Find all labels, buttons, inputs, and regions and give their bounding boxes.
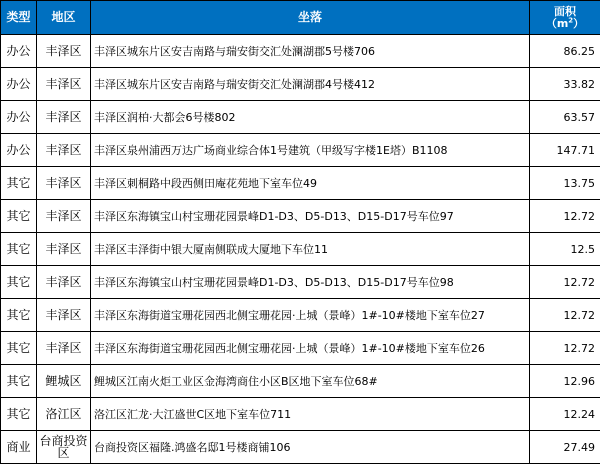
cell-area[interactable]: 12.24 <box>530 398 600 431</box>
cell-location[interactable]: 丰泽区泉州浦西万达广场商业综合体1号建筑（甲级写字楼1E塔）B1108 <box>91 134 530 167</box>
cell-district[interactable]: 丰泽区 <box>37 266 91 299</box>
table-row[interactable] <box>1 233 600 266</box>
cell-area[interactable]: 12.96 <box>530 365 600 398</box>
cell-type[interactable]: 其它 <box>1 332 37 365</box>
table-row[interactable] <box>1 200 600 233</box>
cell-location[interactable]: 鲤城区江南火炬工业区金海湾商住小区B区地下室车位68# <box>91 365 530 398</box>
header-area[interactable] <box>530 1 600 35</box>
cell-district[interactable]: 丰泽区 <box>37 68 91 101</box>
table-row[interactable] <box>1 167 600 200</box>
table-row[interactable] <box>1 266 600 299</box>
cell-district[interactable]: 丰泽区 <box>37 200 91 233</box>
cell-district[interactable]: 丰泽区 <box>37 332 91 365</box>
cell-district[interactable]: 丰泽区 <box>37 134 91 167</box>
table-body <box>1 35 600 464</box>
cell-area[interactable]: 27.49 <box>530 431 600 464</box>
cell-area[interactable]: 12.72 <box>530 200 600 233</box>
cell-location[interactable]: 台商投资区福隆.鸿盛名邸1号楼商铺106 <box>91 431 530 464</box>
cell-area[interactable]: 12.5 <box>530 233 600 266</box>
cell-area[interactable]: 33.82 <box>530 68 600 101</box>
table-row[interactable] <box>1 431 600 464</box>
header-type[interactable]: 类型 <box>1 1 37 35</box>
table-row[interactable] <box>1 101 600 134</box>
cell-location[interactable]: 丰泽区城东片区安吉南路与瑞安街交汇处澜湖郡4号楼412 <box>91 68 530 101</box>
header-area-unit-sup: 2 <box>568 16 573 24</box>
cell-type[interactable]: 其它 <box>1 233 37 266</box>
cell-location[interactable]: 洛江区汇龙·大江盛世C区地下室车位711 <box>91 398 530 431</box>
table-row[interactable] <box>1 365 600 398</box>
cell-district[interactable]: 台商投资区 <box>37 431 91 464</box>
cell-location[interactable]: 丰泽区城东片区安吉南路与瑞安街交汇处澜湖郡5号楼706 <box>91 35 530 68</box>
header-area-unit-open: （m <box>546 17 568 30</box>
header-district[interactable]: 地区 <box>37 1 91 35</box>
cell-type[interactable]: 其它 <box>1 200 37 233</box>
cell-type[interactable]: 其它 <box>1 365 37 398</box>
cell-area[interactable]: 86.25 <box>530 35 600 68</box>
cell-location[interactable]: 丰泽区润柏·大都会6号楼802 <box>91 101 530 134</box>
table-row[interactable] <box>1 134 600 167</box>
cell-type[interactable]: 办公 <box>1 35 37 68</box>
cell-district[interactable]: 丰泽区 <box>37 35 91 68</box>
cell-district[interactable]: 丰泽区 <box>37 167 91 200</box>
table-row[interactable] <box>1 398 600 431</box>
table-row[interactable] <box>1 35 600 68</box>
header-area-unit-close: ） <box>573 17 584 30</box>
header-row <box>1 1 600 35</box>
cell-district[interactable]: 丰泽区 <box>37 101 91 134</box>
cell-type[interactable]: 其它 <box>1 398 37 431</box>
cell-area[interactable]: 12.72 <box>530 299 600 332</box>
table-row[interactable] <box>1 299 600 332</box>
cell-district[interactable]: 洛江区 <box>37 398 91 431</box>
cell-type[interactable]: 办公 <box>1 68 37 101</box>
cell-type[interactable]: 其它 <box>1 167 37 200</box>
cell-type[interactable]: 办公 <box>1 101 37 134</box>
cell-district[interactable]: 鲤城区 <box>37 365 91 398</box>
cell-location[interactable]: 丰泽区丰泽街中银大厦南侧联成大厦地下车位11 <box>91 233 530 266</box>
header-area-label: 面积 <box>554 5 576 18</box>
cell-type[interactable]: 办公 <box>1 134 37 167</box>
cell-area[interactable]: 12.72 <box>530 332 600 365</box>
header-location[interactable]: 坐落 <box>91 1 530 35</box>
cell-type[interactable]: 商业 <box>1 431 37 464</box>
cell-district[interactable]: 丰泽区 <box>37 299 91 332</box>
cell-area[interactable]: 12.72 <box>530 266 600 299</box>
table-row[interactable] <box>1 332 600 365</box>
cell-location[interactable]: 丰泽区东海镇宝山村宝珊花园景峰D1-D3、D5-D13、D15-D17号车位98 <box>91 266 530 299</box>
cell-type[interactable]: 其它 <box>1 299 37 332</box>
cell-area[interactable]: 147.71 <box>530 134 600 167</box>
cell-location[interactable]: 丰泽区东海镇宝山村宝珊花园景峰D1-D3、D5-D13、D15-D17号车位97 <box>91 200 530 233</box>
cell-type[interactable]: 其它 <box>1 266 37 299</box>
cell-location[interactable]: 丰泽区东海街道宝珊花园西北侧宝珊花园·上城（景峰）1#-10#楼地下室车位26 <box>91 332 530 365</box>
cell-area[interactable]: 13.75 <box>530 167 600 200</box>
cell-district[interactable]: 丰泽区 <box>37 233 91 266</box>
cell-location[interactable]: 丰泽区东海街道宝珊花园西北侧宝珊花园·上城（景峰）1#-10#楼地下室车位27 <box>91 299 530 332</box>
cell-location[interactable]: 丰泽区刺桐路中段西侧田庵花苑地下室车位49 <box>91 167 530 200</box>
table-row[interactable] <box>1 68 600 101</box>
cell-area[interactable]: 63.57 <box>530 101 600 134</box>
